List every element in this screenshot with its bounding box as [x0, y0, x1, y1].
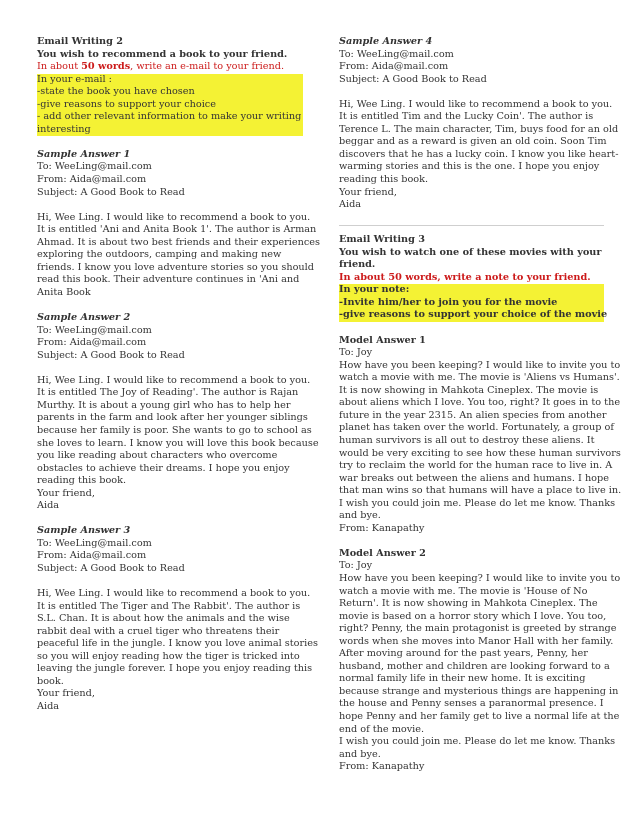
body-line: How have you been keeping? I would like to invite you to [339, 359, 621, 371]
sa3-from [37, 550, 303, 563]
from-label: From: [37, 550, 70, 562]
body-line: movie is based on a horror story which I love. You too, [339, 610, 607, 622]
ew2-title: Email Writing 2 [37, 36, 123, 47]
email-from: Aida@mail.com [371, 61, 449, 73]
email-to: WeeLing@mail.com [54, 537, 152, 549]
to-label: To: [37, 537, 55, 549]
section-divider [339, 225, 604, 226]
body-line: I wish you could join me. Please do let me know. Thanks [339, 497, 616, 509]
ew3-task-cont: friend. [339, 259, 376, 271]
sa2-from [37, 337, 303, 350]
body-line: After moving around for the past years, Penny, her [339, 648, 588, 660]
body-line: Hi, Wee Ling. I would like to recommend a book to you. [37, 588, 311, 600]
body-line: watch a movie with me. The movie is 'House of No [339, 585, 588, 597]
sa2-title: Sample Answer 2 [37, 312, 131, 324]
body-line: friends. I know you love adventure stories so you should [37, 261, 314, 273]
body-line: husband, mother and children are looking forward to a [339, 660, 610, 672]
body-line: would be very exciting to see how these human survivors [339, 447, 621, 459]
body-line: It is entitled The Tiger and The Rabbit'. The author is [37, 600, 301, 612]
ew2-words-post: , write an e-mail to your friend. [130, 61, 285, 73]
body-line: war breaks out between the aliens and humans. I hope [339, 472, 609, 484]
ew2-note-item: -give reasons to support your choice [37, 98, 216, 110]
sa3-to [37, 538, 303, 551]
ew2-word-limit [37, 61, 303, 74]
email-to: WeeLing@mail.com [54, 324, 152, 336]
body-line: Aida [37, 500, 60, 512]
body-line: S.L. Chan. It is about how the animals and the wise [37, 613, 290, 625]
ew2-words-bold: 50 words [81, 61, 131, 73]
body-line: discovers that he has a lucky coin. I know you like heart- [339, 148, 619, 160]
sa1-body [37, 211, 320, 300]
ew2-note-item: interesting [37, 123, 91, 135]
from-label: From: [339, 61, 372, 73]
sa1-title: Sample Answer 1 [37, 148, 131, 160]
body-line: so you will enjoy reading how the tiger is tricked into [37, 650, 300, 662]
body-line: It is now showing in Mahkota Cineplex. The movie is [339, 384, 599, 396]
body-line: end of the movie. [339, 723, 425, 735]
right-column [339, 36, 622, 774]
ew3-highlighted-notes [339, 284, 608, 322]
body-line: Return'. It is now showing in Mahkota Cineplex. The [339, 598, 598, 610]
body-line: Hi, Wee Ling. I would like to recommend a book to you. [37, 211, 311, 223]
body-line: hope Penny and her family get to live a normal life at the [339, 710, 620, 722]
sa1-subject: Subject: A Good Book to Read [37, 186, 185, 198]
ma2-title: Model Answer 2 [339, 547, 426, 559]
body-line: peaceful life in the jungle. I know you love animal stories [37, 638, 318, 650]
sa1-from [37, 174, 303, 187]
ew3-word-limit: In about 50 words, write a note to your friend. [339, 271, 591, 283]
body-line: try to reclaim the world for the human race to live in. A [339, 460, 613, 472]
to-label: To: [37, 161, 55, 173]
body-line: beggar and as a reward is given an old coin. Soon Tim [339, 136, 607, 148]
body-line: book. [37, 675, 64, 687]
body-line: It is entitled The Joy of Reading'. The author is Rajan [37, 387, 299, 399]
body-line: exploring the outdoors, camping and making new [37, 249, 282, 261]
sa4-body [339, 98, 619, 212]
ew2-note-item: -state the book you have chosen [37, 86, 195, 98]
body-line: Terence L. The main character, Tim, buys food for an old [339, 123, 619, 135]
body-line: words when she moves into Manor Hall with her family. [339, 635, 614, 647]
body-line: warming stories and this is the one. I hope you enjoy [339, 161, 600, 173]
body-line: Your friend, [37, 487, 95, 499]
ma1-to: To: Joy [339, 347, 373, 359]
body-line: obstacles to achieve their dreams. I hope you enjoy [37, 462, 290, 474]
email-to: WeeLing@mail.com [54, 161, 152, 173]
ew2-words-pre: In about [37, 61, 82, 73]
ew2-task: You wish to recommend a book to your friend. [37, 48, 288, 60]
email-from: Aida@mail.com [69, 337, 147, 349]
left-column [37, 36, 320, 714]
body-line: Anita Book [37, 286, 91, 298]
ma1-title: Model Answer 1 [339, 334, 426, 346]
ew3-task: You wish to watch one of these movies with your [339, 246, 602, 258]
sa2-subject: Subject: A Good Book to Read [37, 349, 185, 361]
email-from: Aida@mail.com [69, 174, 147, 186]
body-line: watch a movie with me. The movie is 'Aliens vs Humans'. [339, 372, 620, 384]
ma1-body [339, 359, 622, 536]
body-line: It is entitled 'Ani and Anita Book 1'. The author is Arman [37, 224, 317, 236]
sa3-subject: Subject: A Good Book to Read [37, 562, 185, 574]
body-line: read this book. Their adventure continues in 'Ani and [37, 274, 300, 286]
body-line: It is entitled Tim and the Lucky Coin'. The author is [339, 111, 594, 123]
body-line: leaving the jungle forever. I hope you enjoy reading this [37, 663, 313, 675]
body-line: reading this book. [37, 475, 127, 487]
body-line: From: Kanapathy [339, 522, 425, 534]
body-line: Ahmad. It is about two best friends and their experiences [37, 236, 320, 248]
body-line: normal family life in their new home. It is exciting [339, 673, 586, 685]
sa2-body [37, 374, 319, 513]
body-line: From: Kanapathy [339, 761, 425, 773]
body-line: Aida [339, 199, 362, 211]
body-line: right? Penny, the main protagonist is greeted by strange [339, 623, 617, 635]
body-line: that man wins so that humans will have a place to live in. [339, 485, 622, 497]
from-label: From: [37, 337, 70, 349]
ew3-note-item: -give reasons to support your choice of the movie [339, 309, 608, 321]
sa4-subject: Subject: A Good Book to Read [339, 73, 487, 85]
from-label: From: [37, 174, 70, 186]
body-line: because strange and mysterious things are happening in [339, 685, 619, 697]
body-line: reading this book. [339, 174, 429, 186]
sa1-to [37, 161, 303, 174]
sa4-from [339, 61, 604, 74]
ew3-note-heading: In your note: [339, 284, 410, 296]
ew3-title: Email Writing 3 [339, 234, 425, 246]
body-line: and bye. [339, 510, 381, 522]
ew2-note-item: - add other relevant information to make your writing [37, 111, 302, 123]
email-from: Aida@mail.com [69, 550, 147, 562]
body-line: rabbit deal with a cruel tiger who threatens their [37, 625, 280, 637]
body-line: she loves to learn. I know you will love this book because [37, 437, 319, 449]
sa4-title: Sample Answer 4 [339, 36, 433, 47]
body-line: about aliens which I love. You too, right? It goes in to the [339, 397, 621, 409]
sa3-title: Sample Answer 3 [37, 525, 131, 537]
body-line: planet has taken over the world. Fortunately, a group of [339, 422, 614, 434]
sa4-to [339, 49, 604, 62]
body-line: because her family is poor. She wants to go to school as [37, 424, 312, 436]
ew2-note-heading: In your e-mail : [37, 73, 112, 85]
body-line: the house and Penny senses a paranormal presence. I [339, 698, 604, 710]
ma2-body [339, 572, 621, 774]
ma2-to: To: Joy [339, 560, 373, 572]
email-to: WeeLing@mail.com [356, 48, 454, 60]
body-line: parents in the farm and look after her younger siblings [37, 412, 308, 424]
body-line: Murthy. It is about a young girl who has to help her [37, 399, 291, 411]
sa2-to [37, 325, 303, 338]
body-line: How have you been keeping? I would like to invite you to [339, 572, 621, 584]
body-line: Your friend, [37, 688, 95, 700]
ew2-highlighted-notes [37, 74, 303, 137]
sa3-body [37, 588, 318, 713]
to-label: To: [37, 324, 55, 336]
body-line: Hi, Wee Ling. I would like to recommend a book to you. [37, 374, 311, 386]
ew3-note-item: -Invite him/her to join you for the movie [339, 296, 558, 308]
body-line: future in the year 2315. An alien species from another [339, 409, 607, 421]
body-line: I wish you could join me. Please do let me know. Thanks [339, 736, 616, 748]
body-line: human survivors is all out to destroy these aliens. It [339, 434, 595, 446]
body-line: you like reading about characters who overcome [37, 450, 278, 462]
body-line: Your friend, [339, 186, 397, 198]
body-line: Hi, Wee Ling. I would like to recommend a book to you. [339, 98, 613, 110]
body-line: Aida [37, 700, 60, 712]
to-label: To: [339, 48, 357, 60]
body-line: and bye. [339, 748, 381, 760]
